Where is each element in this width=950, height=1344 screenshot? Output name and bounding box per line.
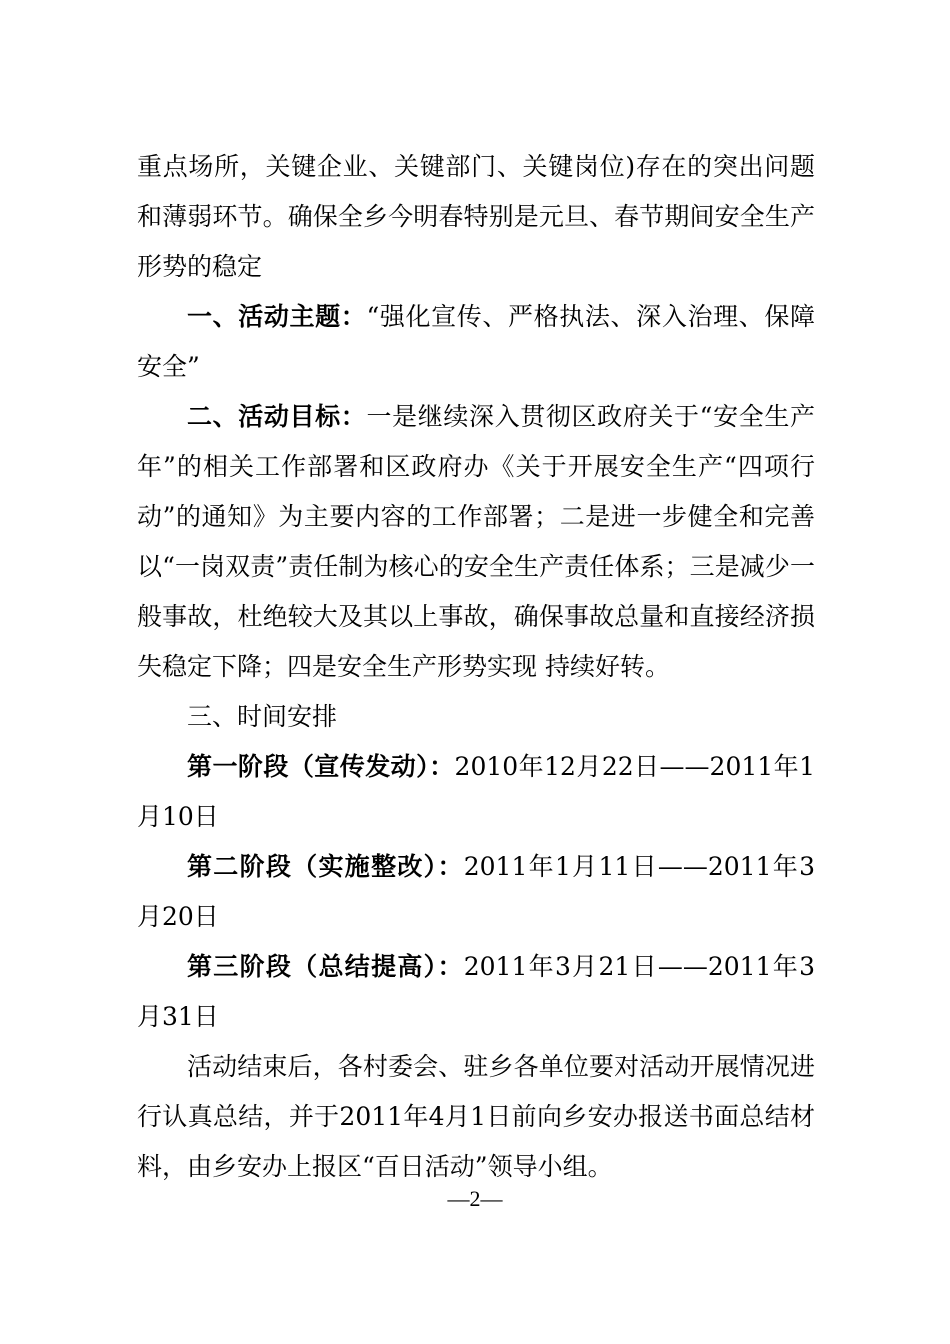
goals-paragraph: [137, 392, 815, 692]
stage-1-dates: 2010年12月22日——2011年1月10日: [137, 752, 815, 831]
stage-1-paragraph: [137, 742, 815, 842]
stage-1-label: 第一阶段（宣传发动）：: [187, 752, 455, 781]
theme-text: “强化宣传、严格执法、深入治理、保障安全”: [137, 302, 815, 381]
stage-3-dates: 2011年3月21日——2011年3月31日: [137, 952, 815, 1031]
stage-2-label: 第二阶段（实施整改）：: [187, 852, 464, 881]
page-number: —2—: [447, 1186, 503, 1211]
schedule-heading: [137, 692, 815, 742]
stage-3-paragraph: [137, 942, 815, 1042]
document-body: [137, 142, 815, 1192]
intro-paragraph: [137, 142, 815, 292]
goals-text: 一是继续深入贯彻区政府关于“安全生产年”的相关工作部署和区政府办《关于开展安全生产“四项行动”的通知》为主要内容的工作部署；二是进一步健全和完善以“一岗双责”责任制为核心的安全生产责任体系；三是减少一般事故，杜绝较大及其以上事故，确保事故总量和直接经济损失稳定下降；四是安全生产形势实现 持续好转。: [137, 402, 815, 681]
closing-text: 活动结束后，各村委会、驻乡各单位要对活动开展情况进行认真总结，并于2011年4月1日前向乡安办报送书面总结材料，由乡安办上报区“百日活动”领导小组。: [137, 1052, 815, 1181]
theme-label: 一、活动主题：: [187, 302, 367, 331]
theme-paragraph: [137, 292, 815, 392]
goals-label: 二、活动目标：: [187, 402, 367, 431]
stage-2-dates: 2011年1月11日——2011年3月20日: [137, 852, 815, 931]
closing-paragraph: [137, 1042, 815, 1192]
stage-3-label: 第三阶段（总结提高）：: [187, 952, 464, 981]
intro-text: 重点场所，关键企业、关键部门、关键岗位)存在的突出问题和薄弱环节。确保全乡今明春特别是元旦、春节期间安全生产形势的稳定: [137, 152, 815, 281]
stage-2-paragraph: [137, 842, 815, 942]
schedule-heading-text: 三、时间安排: [187, 702, 338, 731]
